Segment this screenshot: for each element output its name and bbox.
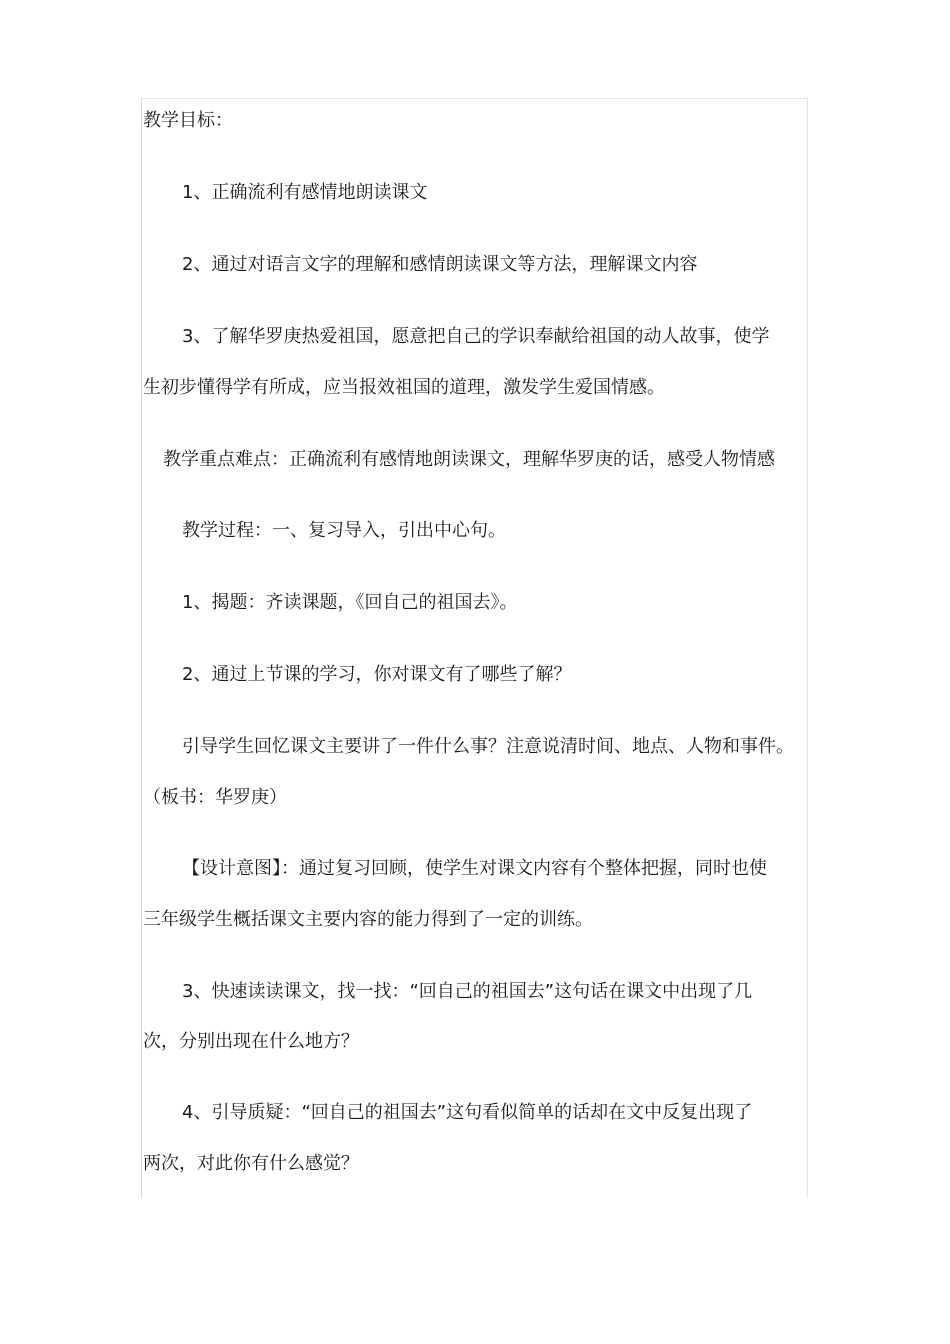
key-points: 教学重点难点：正确流利有感情地朗读课文，理解华罗庚的话，感受人物情感 xyxy=(163,449,775,470)
design-intent-line-2: 三年级学生概括课文主要内容的能力得到了一定的训练。 xyxy=(143,909,593,930)
step-2: 2、通过上节课的学习，你对课文有了哪些了解？ xyxy=(182,664,572,685)
step-2-board-note: （板书：华罗庚） xyxy=(143,787,287,808)
step-4-line-1: 4、引导质疑：“回自己的祖国去”这句看似简单的话却在文中反复出现了 xyxy=(182,1102,753,1123)
step-3-line-1: 3、快速读读课文，找一找：“回自己的祖国去”这句话在课文中出现了几 xyxy=(182,981,753,1002)
objective-3-line-2: 生初步懂得学有所成，应当报效祖国的道理，激发学生爱国情感。 xyxy=(143,377,665,398)
process-title: 教学过程：一、复习导入，引出中心句。 xyxy=(182,520,506,541)
objective-2: 2、通过对语言文字的理解和感情朗读课文等方法，理解课文内容 xyxy=(182,254,698,275)
step-4-line-2: 两次，对此你有什么感觉？ xyxy=(143,1153,359,1174)
objectives-heading: 教学目标： xyxy=(143,110,233,131)
step-1: 1、揭题：齐读课题，《回自己的祖国去》。 xyxy=(182,592,518,613)
step-2-guide: 引导学生回忆课文主要讲了一件什么事？注意说清时间、地点、人物和事件。 xyxy=(182,736,794,757)
objective-1: 1、正确流利有感情地朗读课文 xyxy=(182,182,428,203)
step-3-line-2: 次，分别出现在什么地方？ xyxy=(143,1031,359,1052)
design-intent-line-1: 【设计意图】：通过复习回顾，使学生对课文内容有个整体把握，同时也使 xyxy=(182,858,767,879)
objective-3-line-1: 3、了解华罗庚热爱祖国，愿意把自己的学识奉献给祖国的动人故事，使学 xyxy=(182,326,770,347)
